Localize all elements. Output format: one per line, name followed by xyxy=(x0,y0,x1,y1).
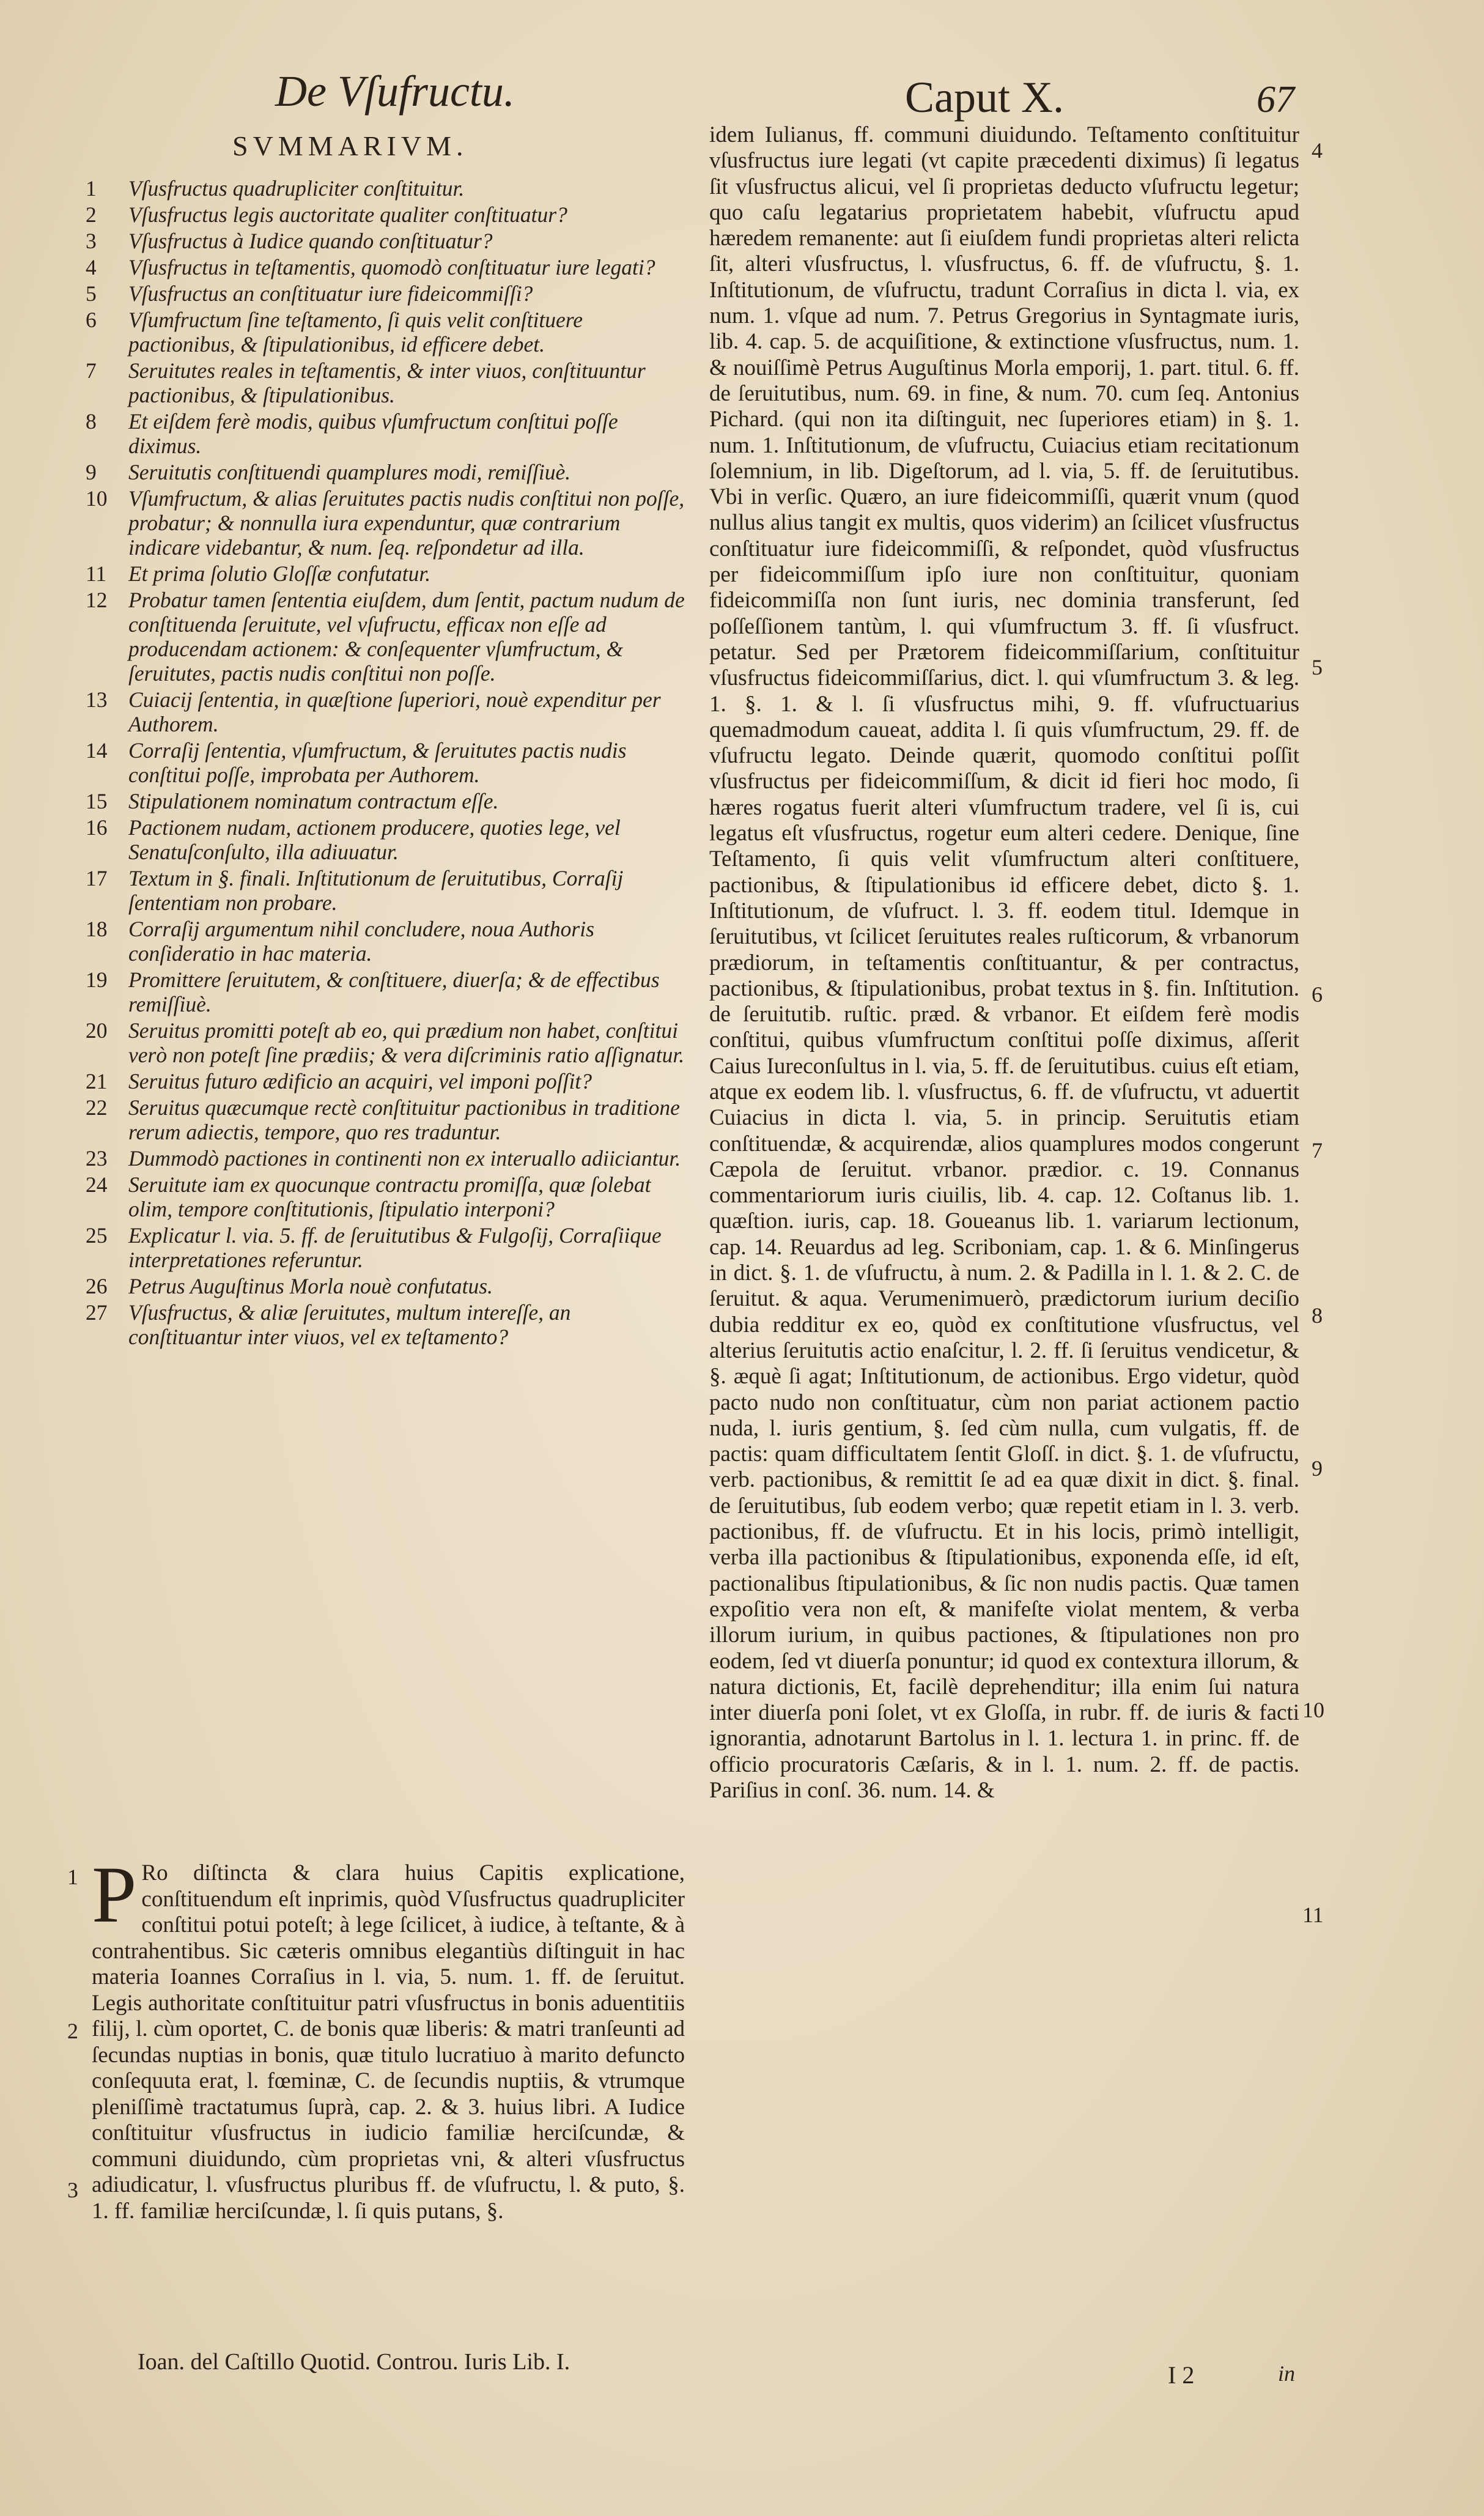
summary-item-number: 15 xyxy=(86,789,108,813)
summary-item-number: 7 xyxy=(86,358,97,383)
summary-item xyxy=(86,202,685,227)
margin-number: 9 xyxy=(1312,1456,1323,1481)
summary-item-text: Explicatur l. via. 5. ff. de ſeruitutibus & Fulgoſij, Corraſiique interpretationes referuntur. xyxy=(128,1223,662,1272)
summary-item-number: 22 xyxy=(86,1095,108,1120)
margin-number: 5 xyxy=(1312,655,1323,679)
summary-item xyxy=(86,255,685,279)
summary-item-text: Vſusfructus legis auctoritate qualiter conſtituatur? xyxy=(128,202,567,227)
margin-number: 6 xyxy=(1312,982,1323,1007)
summary-item-text: Textum in §. finali. Inſtitutionum de ſeruitutibus, Corraſij ſententiam non probare. xyxy=(128,866,624,915)
summary-item xyxy=(86,176,685,201)
summary-item-number: 17 xyxy=(86,866,108,890)
summary-item-text: Vſusfructus quadrupliciter conſtituitur. xyxy=(128,176,465,201)
right-column-text: idem Iulianus, ff. communi diuidundo. Teſtamento conſtituitur vſusfructus iure legati (vt capite præcedenti diximus) ſi legatus ſit vſusfructus alicui, vel ſi proprietas deducto vſufructu legetur; quo caſu legatarius proprietatem habebit, vſufructu apud hæredem remanente: aut ſi eiuſdem fundi proprietas alteri relicta ſit, alteri vſusfructus, l. vſusfructus, 6. ff. de vſufructu, §. 1. Inſtitutionum, de vſufructu, tradunt Corraſius in dicta l. via, ex num. 1. vſque ad num. 7. Petrus Gregorius in Syntagmate iuris, lib. 4. cap. 5. de acquiſitione, & extinctione vſusfructus, num. 1. & nouiſſimè Petrus Auguſtinus Morla emporij, 1. part. titul. 6. ff. de ſeruitutibus, num. 69. in fine, & num. 70. cum ſeq. Antonius Pichard. (qui non ita diſtinguit, nec ſuperiores etiam) in §. 1. num. 1. Inſtitutionum, de vſufructu, Cuiacius etiam recitationum ſolemnium, in lib. Digeſtorum, ad l. via, 5. ff. de ſeruitutibus. Vbi in verſic. Quæro, an iure fideicommiſſi, quærit vnum (quod nullus alius tangit ex multis, quos viderim) an ſcilicet vſusfructus conſtituatur iure fideicommiſſi, & reſpondet, quòd vſusfructus per fideicommiſſum ipſo iure non conſtituitur, quoniam fideicommiſſa non ſunt iuris, nec dominia transferunt, ſed poſſeſſionem tantùm, l. qui vſumfructum 3. ff. ſi vſusfruct. petatur. Sed per Prætorem fideicommiſſarium, conſtituitur vſusfructus fideicommiſſarius, dict. l. qui vſumfructum 3. & leg. 1. §. 1. & l. ſi vſusfructus mihi, 9. ff. vſufructuarius quemadmodum caueat, addita l. ſi quis vſumfructum, 29. ff. de vſufructu legato. Deinde quærit, quomodo conſtitui poſſit vſusfructus per fideicommiſſum, & dicit id fieri hoc modo, ſi hæres rogatus fuerit alteri vſumfructum tradere, vel ſi is, cui legatus eſt vſusfructus, rogetur eum alteri cedere. Denique, ſine Teſtamento, ſi quis velit vſumfructum alteri conſtituere, pactionibus, & ſtipulationibus id efficere debet, dicto §. 1. Inſtitutionum, de vſufruct. l. 3. ff. eodem titul. Idemque in ſeruitutibus, vt ſcilicet ſeruitutes reales ruſticorum, & vrbanorum prædiorum, in teſtamentis conſtituantur, & per contractus, pactionibus, & ſtipulationibus, probat textus in §. fin. Inſtitution. de ſeruitutib. ruſtic. præd. & vrbanor. Et eiſdem ferè modis conſtitui, quibus vſumfructum conſtitui poſſe diximus, aſſerit Caius Iureconſultus in l. via, 5. ff. de ſeruitutibus. cuius eſt etiam, atque ex eodem lib. l. vſusfructus, 6. ff. de vſufructu, vt aduertit Cuiacius in dicta l. via, 5. in princip. Seruitutis etiam conſtituendæ, & acquirendæ, alios quamplures modos congerunt Cæpola de ſeruitut. vrbanor. prædior. c. 19. Connanus commentariorum iuris ciuilis, lib. 4. cap. 12. Coſtanus lib. 1. quæſtion. iuris, cap. 18. Goueanus lib. 1. variarum lectionum, cap. 14. Reuardus ad leg. Scriboniam, cap. 1. & 6. Minſingerus in dict. §. 1. de vſufructu, à num. 2. & Padilla in l. 1. & 2. C. de ſeruitut. & aqua. Verumenimuerò, prædictorum iurium deciſio dubia redditur ex eo, quòd ex conſtitutione vſusfructus, vel alterius ſeruitutis actio enaſcitur, l. 2. ff. ſi ſeruitus vendicetur, & §. æquè ſi agat; Inſtitutionum, de actionibus. Ergo videtur, quòd pacto nudo non conſtituatur, cùm non pariat actionem pactio nuda, l. iuris gentium, §. ſed cùm nulla, cum vulgatis, ff. de pactis: quam difficultatem ſentit Gloſſ. in dict. §. 1. de vſufructu, verb. pactionibus, & remittit ſe ad ea quæ dixit in dict. §. final. de ſeruitutibus, ſub eodem verbo; quæ repetit etiam in l. 3. verb. pactionibus, ff. de vſufructu. Et in his locis, primò intelligit, verba illa pactionibus & ſtipulationibus, exponenda eſſe, id eſt, pactionalibus ſtipulationibus, & ſic non nudis pactis. Quæ tamen expoſitio vera non eſt, & manifeſte violat mentem, & verba illorum iurium, in quibus pactiones, & ſtipulationes non pro eodem, ſed vt diuerſa ponuntur; id quod ex contextura illorum, & natura dictionis, Et, facilè deprehenditur; illa enim ſui natura inter diuerſa poni ſolet, vt ex Gloſſa, in rubr. ff. de iuris & facti ignorantia, adnotarunt Bartolus in l. 1. lectura 1. in princ. ff. de officio procuratoris Cæſaris, & in l. 1. num. 2. ff. de pactis. Pariſius in conſ. 36. num. 14. & xyxy=(709,122,1299,1803)
summary-item-number: 5 xyxy=(86,281,97,306)
summary-item-number: 24 xyxy=(86,1172,108,1197)
summary-item-number: 23 xyxy=(86,1146,108,1171)
summary-item-number: 20 xyxy=(86,1018,108,1043)
summary-item-text: Cuiacij ſententia, in quæſtione ſuperiori, nouè expenditur per Authorem. xyxy=(128,687,661,736)
summary-title: SVMMARIVM. xyxy=(232,130,468,161)
summary-item-number: 18 xyxy=(86,917,108,941)
summary-item xyxy=(86,358,685,407)
summary-item-text: Seruitus promitti poteſt ab eo, qui prædium non habet, conſtitui verò non poteſt ſine prædiis; & vera diſcriminis ratio aſſignatur. xyxy=(128,1018,685,1067)
summary-item-number: 3 xyxy=(86,229,97,253)
summary-item-number: 16 xyxy=(86,815,108,840)
summary-item-text: Vſumfructum ſine teſtamento, ſi quis velit conſtituere pactionibus, & ſtipulationibus, id efficere debet. xyxy=(128,308,583,357)
summary-item-text: Corraſij ſententia, vſumfructum, & ſeruitutes pactis nudis conſtitui poſſe, improbata per Authorem. xyxy=(128,738,627,787)
summary-item xyxy=(86,229,685,253)
summary-item-text: Seruitute iam ex quocunque contractu promiſſa, quæ ſolebat olim, tempore conſtitutionis, ſtipulatio interponi? xyxy=(128,1172,651,1221)
signature-mark: I 2 xyxy=(1168,2361,1195,2389)
margin-number: 7 xyxy=(1312,1138,1323,1163)
summary-item xyxy=(86,486,685,560)
intro-text: Ro diſtincta & clara huius Capitis explicatione, conſtituendum eſt inprimis, quòd Vſusfructus quadrupliciter conſtitui potui poteſt; à lege ſcilicet, à iudice, à teſtante, & à contrahentibus. Sic cæteris omnibus elegantiùs diſtinguit in hac materia Ioannes Corraſius in l. via, 5. num. 1. ff. de ſeruitut. Legis authoritate conſtituitur patri vſusfructus in bonis aduentitiis filij, l. cùm oportet, C. de bonis quæ liberis: & matri tranſeunti ad ſecundas nuptias in bonis, quæ titulo lucratiuo à marito defuncto conſequuta erat, l. fœminæ, C. de ſecundis nuptiis, & vtrumque pleniſſimè tractatumus ſuprà, cap. 2. & 3. huius libri. A Iudice conſtituitur vſusfructus in iudicio familiæ herciſcundæ, & communi diuidundo, cùm proprietas vni, & alteri vſusfructus adiudicatur, l. vſusfructus pluribus ff. de vſufructu, l. & puto, §. 1. ff. familiæ herciſcundæ, l. ſi quis putans, §. xyxy=(92,1860,685,2224)
summary-item xyxy=(86,1300,685,1349)
summary-item xyxy=(86,460,685,484)
margin-number: 1 xyxy=(67,1865,78,1889)
summary-item xyxy=(86,815,685,864)
summary-item xyxy=(86,1018,685,1067)
summary-item-text: Seruitus quæcumque rectè conſtituitur pactionibus in traditione rerum adiectis, tempore, quo res traduntur. xyxy=(128,1095,680,1144)
summary-item xyxy=(86,1172,685,1221)
summary-item-text: Pactionem nudam, actionem producere, quoties lege, vel Senatuſconſulto, illa adiuuatur. xyxy=(128,815,621,864)
summary-item xyxy=(86,1069,685,1093)
summary-item xyxy=(86,687,685,736)
summary-item-text: Corraſij argumentum nihil concludere, noua Authoris conſideratio in hac materia. xyxy=(128,917,594,966)
summary-item xyxy=(86,281,685,306)
summary-item xyxy=(86,738,685,787)
summary-item-text: Vſusfructus an conſtituatur iure fideicommiſſi? xyxy=(128,281,533,306)
summary-item-text: Vſumfructum, & alias ſeruitutes pactis nudis conſtitui non poſſe, probatur; & nonnulla iura expenduntur, quæ contrarium indicare videbantur, & num. ſeq. reſpondetur ad illa. xyxy=(128,486,685,560)
summary-item xyxy=(86,588,685,686)
summary-item-number: 8 xyxy=(86,409,97,434)
catchword: in xyxy=(1278,2361,1296,2386)
summary-item-text: Vſusfructus, & aliæ ſeruitutes, multum intereſſe, an conſtituantur inter viuos, vel ex teſtamento? xyxy=(128,1300,571,1349)
margin-number: 11 xyxy=(1302,1903,1324,1927)
summary-item xyxy=(86,1146,685,1171)
summary-item-number: 27 xyxy=(86,1300,108,1325)
summary-item-number: 10 xyxy=(86,486,108,511)
summary-item xyxy=(86,308,685,357)
running-head-left: De Vſufructu. xyxy=(275,67,515,116)
summary-item-text: Stipulationem nominatum contractum eſſe. xyxy=(128,789,499,813)
margin-number: 3 xyxy=(67,2178,78,2202)
summary-item-number: 19 xyxy=(86,968,108,992)
summary-item xyxy=(86,1223,685,1272)
summary-item-number: 1 xyxy=(86,176,97,201)
margin-number: 2 xyxy=(67,2019,78,2043)
summary-list xyxy=(86,176,685,1351)
summary-item-text: Seruitutis conſtituendi quamplures modi, remiſſiuè. xyxy=(128,460,571,484)
summary-item-text: Vſusfructus in teſtamentis, quomodò conſtituatur iure legati? xyxy=(128,255,655,279)
summary-item-text: Seruitutes reales in teſtamentis, & inter viuos, conſtituuntur pactionibus, & ſtipulationibus. xyxy=(128,358,646,407)
summary-item-text: Dummodò pactiones in continenti non ex interuallo adiiciantur. xyxy=(128,1146,681,1171)
summary-item-number: 6 xyxy=(86,308,97,332)
summary-item xyxy=(86,561,685,586)
summary-item xyxy=(86,917,685,966)
intro-paragraph xyxy=(92,1849,685,2224)
summary-item-number: 2 xyxy=(86,202,97,227)
margin-number: 8 xyxy=(1312,1303,1323,1328)
margin-number: 4 xyxy=(1312,138,1323,163)
summary-item xyxy=(86,1095,685,1144)
summary-item-text: Promittere ſeruitutem, & conſtituere, diuerſa; & de effectibus remiſſiuè. xyxy=(128,968,660,1016)
running-head-right: Caput X. xyxy=(905,73,1064,122)
summary-item xyxy=(86,409,685,458)
summary-item-text: Probatur tamen ſententia eiuſdem, dum ſentit, pactum nudum de conſtituenda ſeruitute, vel vſufructu, efficax non eſſe ad producendam actionem: & conſequenter vſumfructum, & ſeruitutes, pactis nudis conſtitui non poſſe. xyxy=(128,588,685,686)
drop-cap: P xyxy=(92,1849,137,1939)
summary-item xyxy=(86,789,685,813)
summary-item xyxy=(86,1274,685,1298)
summary-item-number: 25 xyxy=(86,1223,108,1248)
summary-item-text: Seruitus futuro ædificio an acquiri, vel imponi poſſit? xyxy=(128,1069,592,1093)
summary-item-text: Et prima ſolutio Gloſſæ confutatur. xyxy=(128,561,431,586)
summary-item xyxy=(86,968,685,1016)
summary-item-text: Vſusfructus à Iudice quando conſtituatur? xyxy=(128,229,493,253)
summary-item-number: 14 xyxy=(86,738,108,763)
summary-item xyxy=(86,866,685,915)
summary-item-number: 13 xyxy=(86,687,108,712)
margin-number: 10 xyxy=(1302,1698,1324,1722)
summary-item-number: 4 xyxy=(86,255,97,279)
summary-item-number: 11 xyxy=(86,561,107,586)
summary-item-number: 21 xyxy=(86,1069,108,1093)
page-number: 67 xyxy=(1257,79,1294,120)
summary-item-text: Petrus Auguſtinus Morla nouè confutatus. xyxy=(128,1274,493,1298)
summary-item-text: Et eiſdem ferè modis, quibus vſumfructum conſtitui poſſe diximus. xyxy=(128,409,618,458)
summary-item-number: 12 xyxy=(86,588,108,612)
summary-item-number: 26 xyxy=(86,1274,108,1298)
footer-line: Ioan. del Caſtillo Quotid. Controu. Iuris Lib. I. xyxy=(138,2349,570,2375)
summary-item-number: 9 xyxy=(86,460,97,484)
